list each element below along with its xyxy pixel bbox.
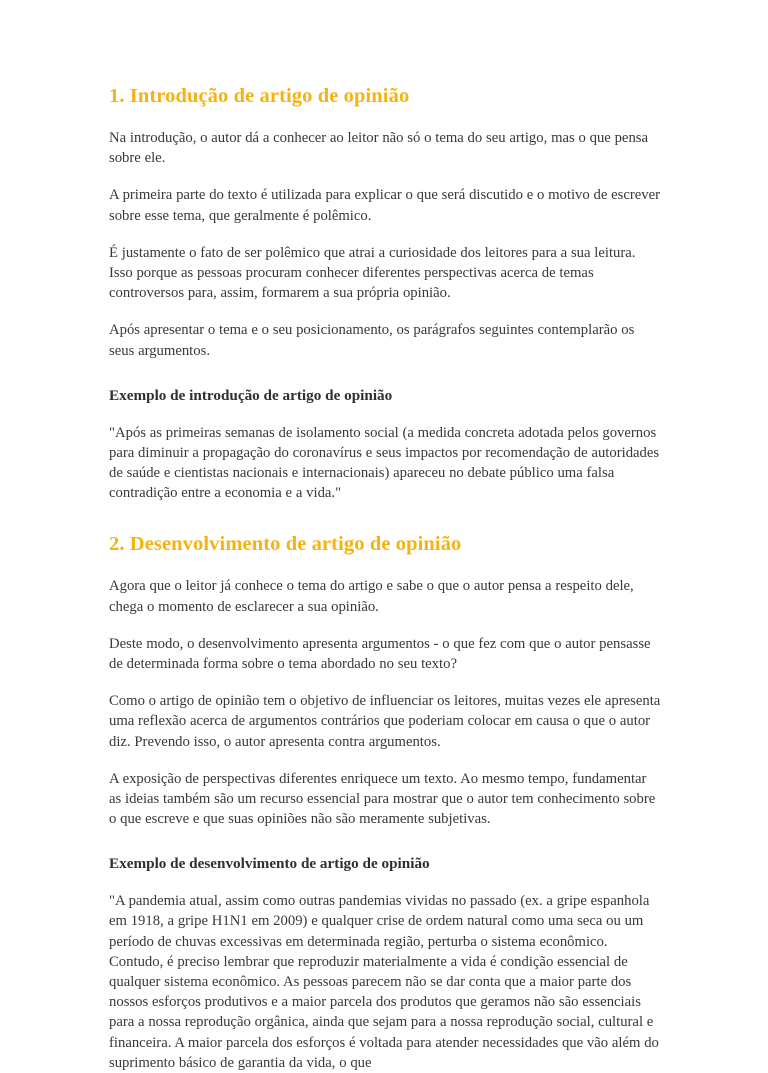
section-heading-desenvolvimento: 2. Desenvolvimento de artigo de opinião [109,533,462,556]
document-content [109,84,662,1073]
example-heading-introducao: Exemplo de introdução de artigo de opinião [109,386,393,404]
paragraph: Na introdução, o autor dá a conhecer ao leitor não só o tema do seu artigo, mas o que pensa sobre ele. [109,130,649,167]
example-quote: "Após as primeiras semanas de isolamento social (a medida concreta adotada pelos governos para diminuir a propagação do coronavírus e seus impactos por recomendação de autoridades de saúde e cientistas nacionais e internacionais) apareceu no debate público uma falsa contradição entre a economia e a vida." [109,424,660,502]
paragraph: Deste modo, o desenvolvimento apresenta argumentos - o que fez com que o autor pensasse de determinada forma sobre o tema abordado no seu texto? [109,635,651,672]
example-quote: "A pandemia atual, assim como outras pandemias vividas no passado (ex. a gripe espanhola em 1918, a gripe H1N1 em 2009) e qualquer crise de ordem natural como uma seca ou um período de chuvas excessivas em determinada região, perturba o sistema econômico. Contudo, é preciso lembrar que reproduzir materialmente a vida é condição essencial de qualquer sistema econômico. As pessoas parecem não se dar conta que a maior parte dos nossos esforços produtivos e a maior parcela dos produtos que geramos não são essenciais para a nossa reprodução orgânica, ainda que sejam para a nossa reprodução social, cultural e financeira. A maior parcela dos esforços é voltada para atender necessidades que vão além do suprimento básico de garantia da vida, o que [109,893,659,1071]
example-heading-desenvolvimento: Exemplo de desenvolvimento de artigo de opinião [109,855,430,873]
paragraph: A primeira parte do texto é utilizada para explicar o que será discutido e o motivo de escrever sobre esse tema, que geralmente é polêmico. [109,187,661,224]
paragraph: Como o artigo de opinião tem o objetivo de influenciar os leitores, muitas vezes ele apresenta uma reflexão acerca de argumentos contrários que poderiam colocar em causa o que o autor diz. Prevendo isso, o autor apresenta contra argumentos. [109,693,661,750]
paragraph: Agora que o leitor já conhece o tema do artigo e sabe o que o autor pensa a respeito dele, chega o momento de esclarecer a sua opinião. [109,578,634,615]
section-heading-introducao: 1. Introdução de artigo de opinião [109,85,410,107]
paragraph: Após apresentar o tema e o seu posicionamento, os parágrafos seguintes contemplarão os seus argumentos. [109,322,635,359]
paragraph: A exposição de perspectivas diferentes enriquece um texto. Ao mesmo tempo, fundamentar as ideias também são um recurso essencial para mostrar que o autor tem conhecimento sobre o que escreve e que suas opiniões não são meramente subjetivas. [109,770,656,828]
paragraph: É justamente o fato de ser polêmico que atrai a curiosidade dos leitores para a sua leitura. Isso porque as pessoas procuram conhecer diferentes perspectivas acerca de temas controversos para, assim, formarem a sua própria opinião. [109,244,636,302]
